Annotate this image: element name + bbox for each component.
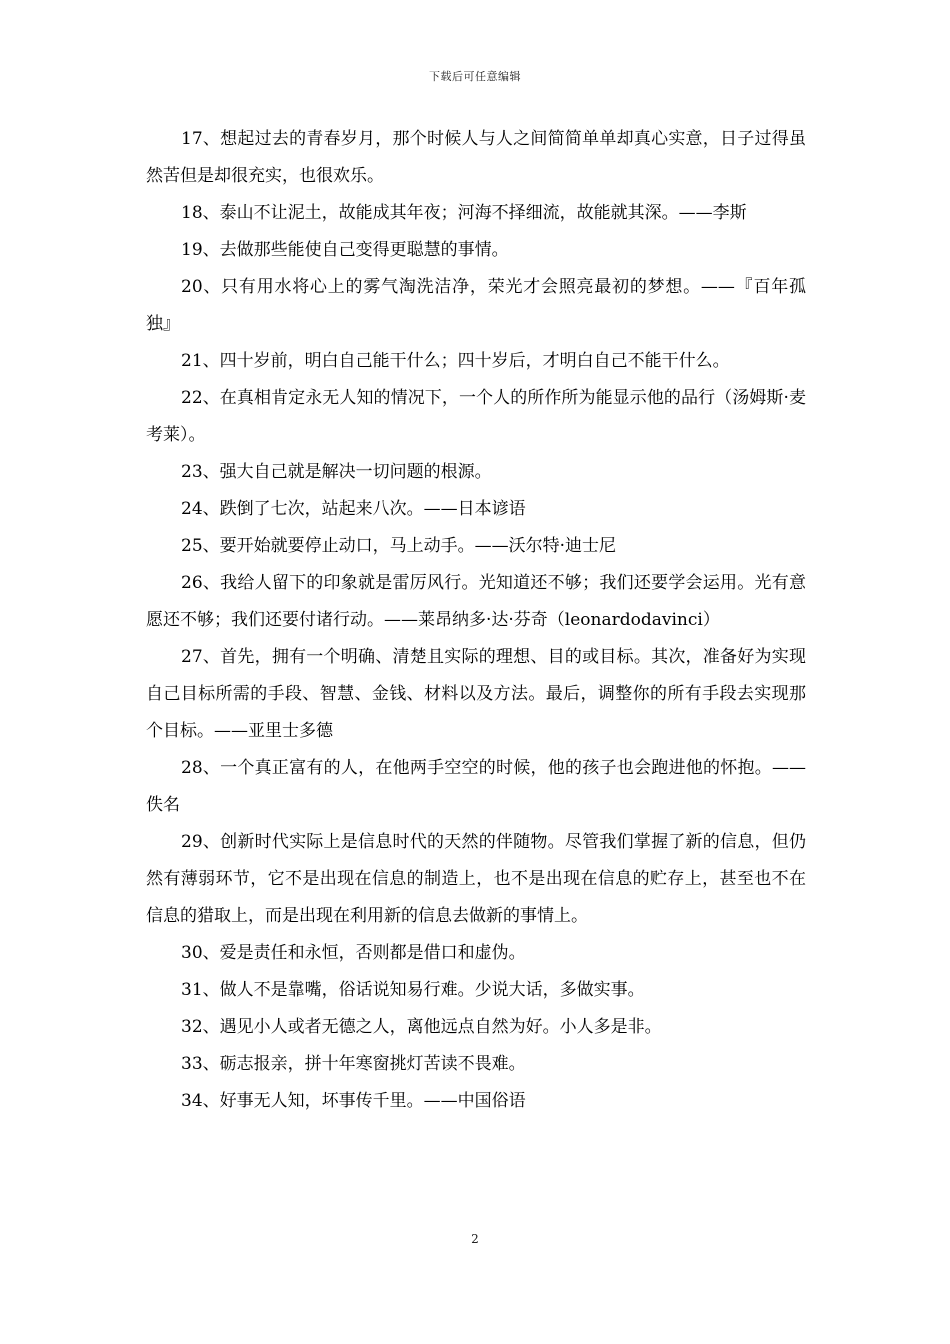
quote-paragraph: 17、想起过去的青春岁月，那个时候人与人之间简简单单却真心实意，日子过得虽然苦但是却很充实，也很欢乐。 [146,129,806,186]
quote-paragraph: 26、我给人留下的印象就是雷厉风行。光知道还不够；我们还要学会运用。光有意愿还不够；我们还要付诸行动。——莱昂纳多·达·芬奇（leonardodavinci） [146,573,806,630]
quote-paragraph: 23、强大自己就是解决一切问题的根源。 [181,462,492,482]
quote-paragraph: 20、只有用水将心上的雾气淘洗洁净，荣光才会照亮最初的梦想。——『百年孤独』 [146,277,806,334]
quote-paragraph: 24、跌倒了七次，站起来八次。——日本谚语 [181,499,526,519]
quote-paragraph: 29、创新时代实际上是信息时代的天然的伴随物。尽管我们掌握了新的信息，但仍然有薄弱环节，它不是出现在信息的制造上，也不是出现在信息的贮存上，甚至也不在信息的猎取上，而是出现在利用新的信息去做新的事情上。 [146,832,806,926]
quote-paragraph: 28、一个真正富有的人，在他两手空空的时候，他的孩子也会跑进他的怀抱。——佚名 [146,758,806,815]
page-number: 2 [471,1232,479,1246]
quote-paragraph: 32、遇见小人或者无德之人，离他远点自然为好。小人多是非。 [181,1017,662,1037]
quote-paragraph: 22、在真相肯定永无人知的情况下，一个人的所作所为能显示他的品行（汤姆斯·麦考莱）。 [146,388,806,445]
quote-paragraph: 19、去做那些能使自己变得更聪慧的事情。 [181,240,509,260]
quote-paragraph: 27、首先，拥有一个明确、清楚且实际的理想、目的或目标。其次，准备好为实现自己目标所需的手段、智慧、金钱、材料以及方法。最后，调整你的所有手段去实现那个目标。——亚里士多德 [146,647,806,741]
quote-paragraph: 21、四十岁前，明白自己能干什么；四十岁后，才明白自己不能干什么。 [181,351,730,371]
quote-paragraph: 18、泰山不让泥土，故能成其年夜；河海不择细流，故能就其深。——李斯 [181,203,747,223]
quote-paragraph: 25、要开始就要停止动口，马上动手。——沃尔特·迪士尼 [181,536,617,556]
quote-paragraph: 31、做人不是靠嘴，俗话说知易行难。少说大话，多做实事。 [181,980,645,1000]
quote-paragraph: 33、砺志报亲，拼十年寒窗挑灯苦读不畏难。 [181,1054,526,1074]
quote-paragraph: 34、好事无人知，坏事传千里。——中国俗语 [181,1091,526,1111]
document-body [146,121,806,1120]
quote-paragraph: 30、爱是责任和永恒，否则都是借口和虚伪。 [181,943,526,963]
page-header: 下载后可任意编辑 [429,70,521,83]
